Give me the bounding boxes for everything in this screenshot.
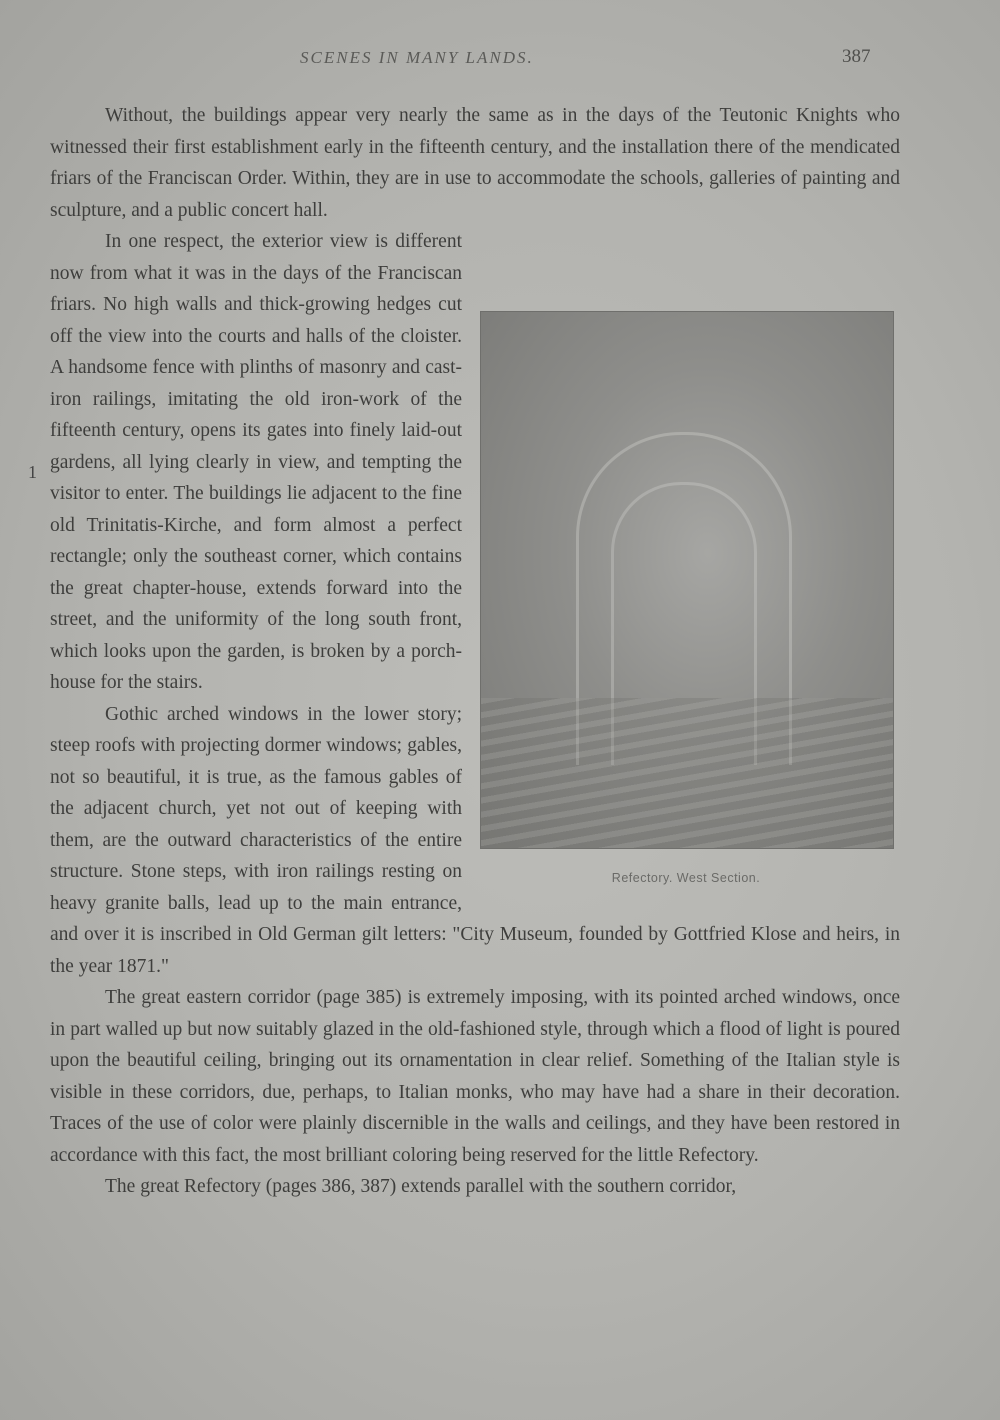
paragraph-1: Without, the buildings appear very nearly the same as in the days of the Teutonic Knights who witnessed their first establishment early in the fifteenth century, and the installation there of the mendicated friars of the Franciscan Order. Within, they are in use to accommodate the schools, galleries of painting and sculpture, and a public concert hall. (50, 105, 900, 221)
figure-refectory (480, 311, 892, 895)
running-title: SCENES IN MANY LANDS. (300, 48, 534, 67)
margin-mark: 1 (28, 462, 37, 482)
body-text (50, 100, 900, 1203)
floor-shading (481, 698, 893, 848)
page-number: 387 (842, 46, 871, 67)
paragraph-4: The great eastern corridor (page 385) is extremely imposing, with its pointed arched windows, once in part walled up but now suitably glazed in the old-fashioned style, through which a flood of light is poured upon the beautiful ceiling, bringing out its ornamentation in clear relief. Something of the Italian style is visible in these corridors, due, perhaps, to Italian monks, who may have had a share in their decoration. Traces of the use of color were plainly discernible in the walls and ceilings, and they have been restored in accordance with this fact, the most brilliant coloring being reserved for the little Refectory. (50, 987, 900, 1166)
paragraph-5: The great Refectory (pages 386, 387) extends parallel with the southern corridor, (105, 1176, 737, 1197)
paragraph-3: Gothic arched windows in the lower story; steep roofs with projecting dormer windows; gables, not so beautiful, it is true, as the famous gables of the adjacent church, yet not out of keeping with them, are the outward characteristics of the entire structure. Stone steps, with iron railings resting on heavy granite balls, lead up to the main entrance, and over it is inscribed in Old German gilt letters: "City Museum, founded by Gottfried Klose and heirs, in the year 1871." (50, 703, 900, 977)
figure-caption: Refectory. West Section. (611, 871, 761, 885)
paragraph-2: In one respect, the exterior view is different now from what it was in the days of the Franciscan friars. No high walls and thick-growing hedges cut off the view into the courts and halls of the cloister. A handsome fence with plinths of masonry and cast-iron railings, imitating the old iron-work of the fifteenth century, opens its gates into finely laid-out gardens, all lying clearly in view, and tempting the visitor to enter. The buildings lie adjacent to the fine old Trinitatis-Kirche, and form almost a perfect rectangle; only the southeast corner, which contains the great chapter-house, extends forward into the street, and the uniformity of the long south front, which looks upon the garden, is broken by a porch-house for the stairs. (50, 231, 462, 693)
refectory-photo (480, 311, 894, 849)
